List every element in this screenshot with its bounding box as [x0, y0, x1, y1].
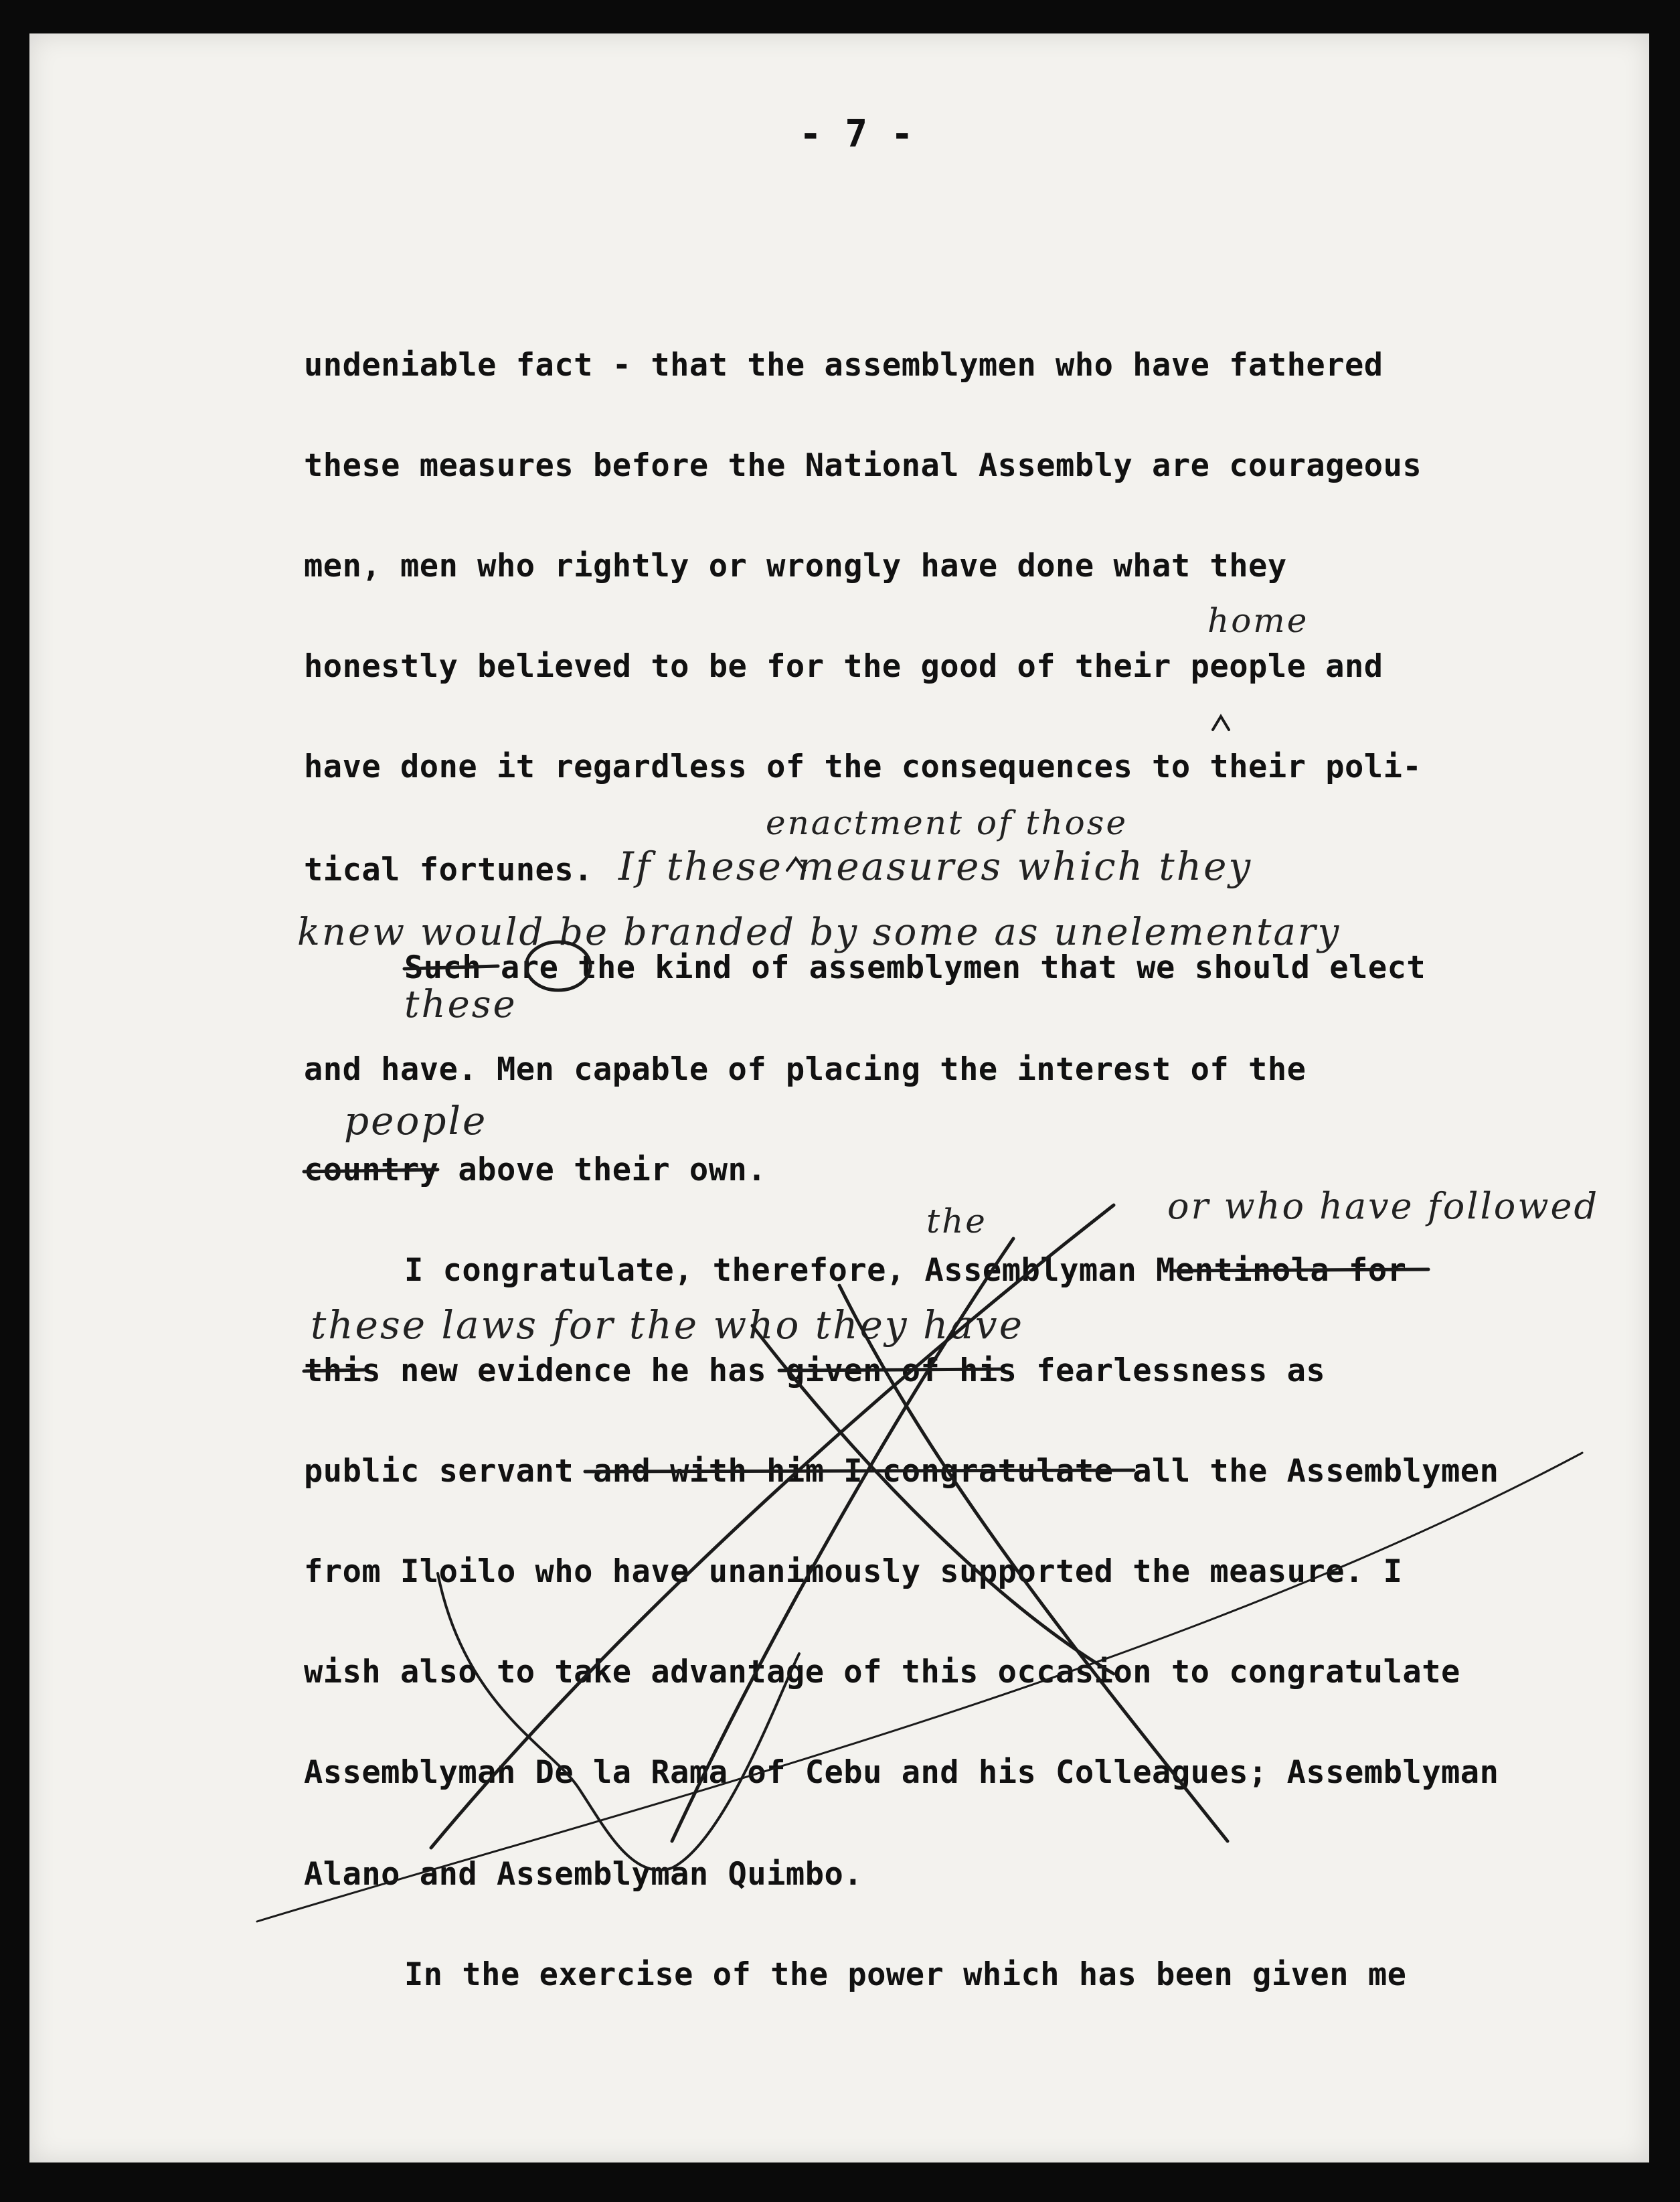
handwritten-the: the [926, 1202, 987, 1241]
page-number: - 7 - [799, 112, 914, 156]
handwritten-measures: If these measures which they [618, 844, 1253, 889]
handwritten-enactment: enactment of those [766, 803, 1128, 842]
text-line-12: public servant and with him I congratulate all the Assemblymen [304, 1453, 1499, 1490]
handwritten-followed: or who have followed [1167, 1185, 1600, 1227]
text-line-15: Assemblyman De la Rama of Cebu and his Colleagues; Assemblyman [304, 1754, 1499, 1791]
text-line-9: country above their own. [304, 1152, 767, 1188]
text-line-1: undeniable fact - that the assemblymen who have fathered [304, 347, 1383, 384]
document-page [29, 33, 1649, 2162]
text-line-10: I congratulate, therefore, Assemblyman Mentinola for [404, 1252, 1407, 1289]
pen-markings [29, 33, 1649, 2162]
text-line-7: Such are the kind of assemblymen that we should elect [404, 949, 1426, 986]
text-line-8: and have. Men capable of placing the interest of the [304, 1051, 1307, 1088]
text-line-6: tical fortunes. [304, 852, 593, 888]
text-line-16: Alano and Assemblyman Quimbo. [304, 1856, 863, 1893]
text-line-11: this new evidence he has given of his fearlessness as [304, 1352, 1326, 1389]
text-line-14: wish also to take advantage of this occasion to congratulate [304, 1654, 1460, 1690]
text-line-5: have done it regardless of the consequences to their poli- [304, 749, 1422, 785]
handwritten-knew: knew would be branded by some as unelementary [297, 911, 1341, 954]
handwritten-these-laws: these laws for the who they have [311, 1302, 1025, 1348]
handwritten-people: people [344, 1098, 488, 1144]
text-line-2: these measures before the National Assembly are courageous [304, 447, 1422, 484]
handwritten-these: these [404, 983, 517, 1026]
text-line-3: men, men who rightly or wrongly have done what they [304, 548, 1287, 584]
handwritten-home: home [1207, 601, 1309, 640]
text-line-17: In the exercise of the power which has been given me [404, 1956, 1407, 1993]
text-line-4: honestly believed to be for the good of their people and [304, 648, 1383, 685]
text-line-13: from Iloilo who have unanimously supported the measure. I [304, 1553, 1403, 1590]
